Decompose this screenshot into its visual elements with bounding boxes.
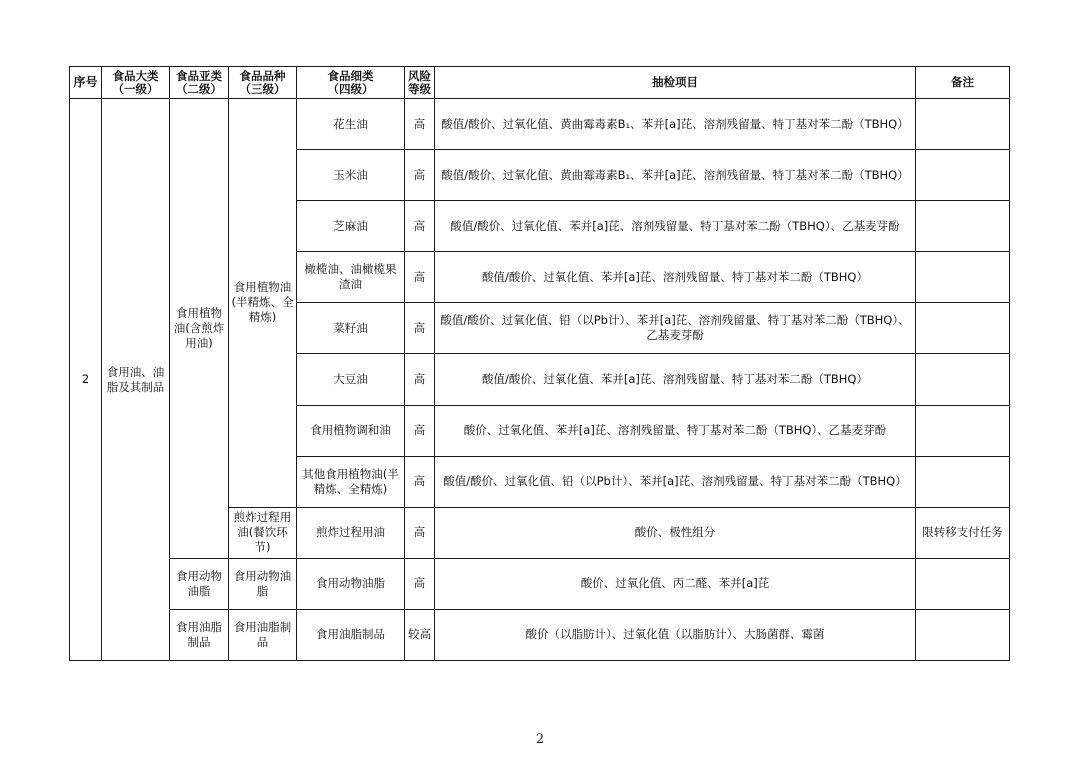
risk-cell: 高: [405, 150, 435, 201]
risk-cell: 高: [405, 303, 435, 354]
risk-cell: 高: [405, 405, 435, 456]
items-cell: 酸值/酸价、过氧化值、铅（以Pb计）、苯并[a]芘、溶剂残留量、特丁基对苯二酚（TBHQ）、乙基麦芽酚: [435, 303, 916, 354]
category-4-cell: 其他食用植物油(半精炼、全精炼): [297, 456, 405, 507]
category-4-cell: 花生油: [297, 99, 405, 150]
risk-cell: 高: [405, 456, 435, 507]
category-2-oil-product-cell: 食用油脂制品: [170, 609, 229, 660]
risk-cell: 高: [405, 507, 435, 558]
category-4-cell: 食用油脂制品: [297, 609, 405, 660]
category-4-cell: 煎炸过程用油: [297, 507, 405, 558]
category-2-veg-oil-cell: 食用植物油(含煎炸用油): [170, 99, 229, 559]
risk-cell: 高: [405, 558, 435, 609]
items-cell: 酸价、过氧化值、丙二醛、苯并[a]芘: [435, 558, 916, 609]
header-category-1: 食品大类 （一级）: [102, 67, 170, 99]
items-cell: 酸值/酸价、过氧化值、苯并[a]芘、溶剂残留量、特丁基对苯二酚（TBHQ）、乙基麦芽酚: [435, 201, 916, 252]
category-4-cell: 食用植物调和油: [297, 405, 405, 456]
header-category-4: 食品细类 （四级）: [297, 67, 405, 99]
category-3-frying-oil-cell: 煎炸过程用油(餐饮环节): [229, 507, 297, 558]
category-3-oil-product-cell: 食用油脂制品: [229, 609, 297, 660]
page-number: 2: [535, 732, 545, 747]
category-4-cell: 大豆油: [297, 354, 405, 405]
header-row: [70, 67, 1010, 99]
risk-cell: 高: [405, 252, 435, 303]
table-row: [70, 99, 1010, 150]
risk-cell: 高: [405, 354, 435, 405]
items-cell: 酸值/酸价、过氧化值、铅（以Pb计）、苯并[a]芘、溶剂残留量、特丁基对苯二酚（TBHQ）: [435, 456, 916, 507]
risk-cell: 高: [405, 99, 435, 150]
table-row: [70, 609, 1010, 660]
note-cell: [916, 354, 1010, 405]
note-cell: [916, 303, 1010, 354]
sampling-table: [69, 66, 1010, 661]
items-cell: 酸价、过氧化值、苯并[a]芘、溶剂残留量、特丁基对苯二酚（TBHQ）、乙基麦芽酚: [435, 405, 916, 456]
header-items: 抽检项目: [435, 67, 916, 99]
note-cell: [916, 558, 1010, 609]
note-cell: [916, 609, 1010, 660]
items-cell: 酸价（以脂肪计）、过氧化值（以脂肪计）、大肠菌群、霉菌: [435, 609, 916, 660]
risk-cell: 高: [405, 201, 435, 252]
header-category-3: 食品品种 （三级）: [229, 67, 297, 99]
note-cell: [916, 99, 1010, 150]
note-cell: [916, 252, 1010, 303]
seq-cell: 2: [70, 99, 102, 661]
note-cell: [916, 201, 1010, 252]
note-cell: [916, 456, 1010, 507]
category-1-cell: 食用油、油脂及其制品: [102, 99, 170, 661]
header-category-2: 食品亚类 （二级）: [170, 67, 229, 99]
note-cell: [916, 150, 1010, 201]
note-cell: [916, 405, 1010, 456]
category-4-cell: 菜籽油: [297, 303, 405, 354]
header-note: 备注: [916, 67, 1010, 99]
items-cell: 酸值/酸价、过氧化值、苯并[a]芘、溶剂残留量、特丁基对苯二酚（TBHQ）: [435, 252, 916, 303]
items-cell: 酸值/酸价、过氧化值、黄曲霉毒素B₁、苯并[a]芘、溶剂残留量、特丁基对苯二酚（TBHQ）: [435, 150, 916, 201]
category-2-animal-fat-cell: 食用动物油脂: [170, 558, 229, 609]
category-3-veg-oil-cell: 食用植物油(半精炼、全精炼): [229, 99, 297, 508]
items-cell: 酸值/酸价、过氧化值、苯并[a]芘、溶剂残留量、特丁基对苯二酚（TBHQ）: [435, 354, 916, 405]
category-4-cell: 橄榄油、油橄榄果渣油: [297, 252, 405, 303]
risk-cell: 较高: [405, 609, 435, 660]
table-row: [70, 558, 1010, 609]
category-3-animal-fat-cell: 食用动物油脂: [229, 558, 297, 609]
category-4-cell: 芝麻油: [297, 201, 405, 252]
note-cell: 限转移支付任务: [916, 507, 1010, 558]
category-4-cell: 食用动物油脂: [297, 558, 405, 609]
items-cell: 酸价、极性组分: [435, 507, 916, 558]
header-seq: 序号: [70, 67, 102, 99]
header-risk: 风险等级: [405, 67, 435, 99]
category-4-cell: 玉米油: [297, 150, 405, 201]
items-cell: 酸值/酸价、过氧化值、黄曲霉毒素B₁、苯并[a]芘、溶剂残留量、特丁基对苯二酚（TBHQ）: [435, 99, 916, 150]
